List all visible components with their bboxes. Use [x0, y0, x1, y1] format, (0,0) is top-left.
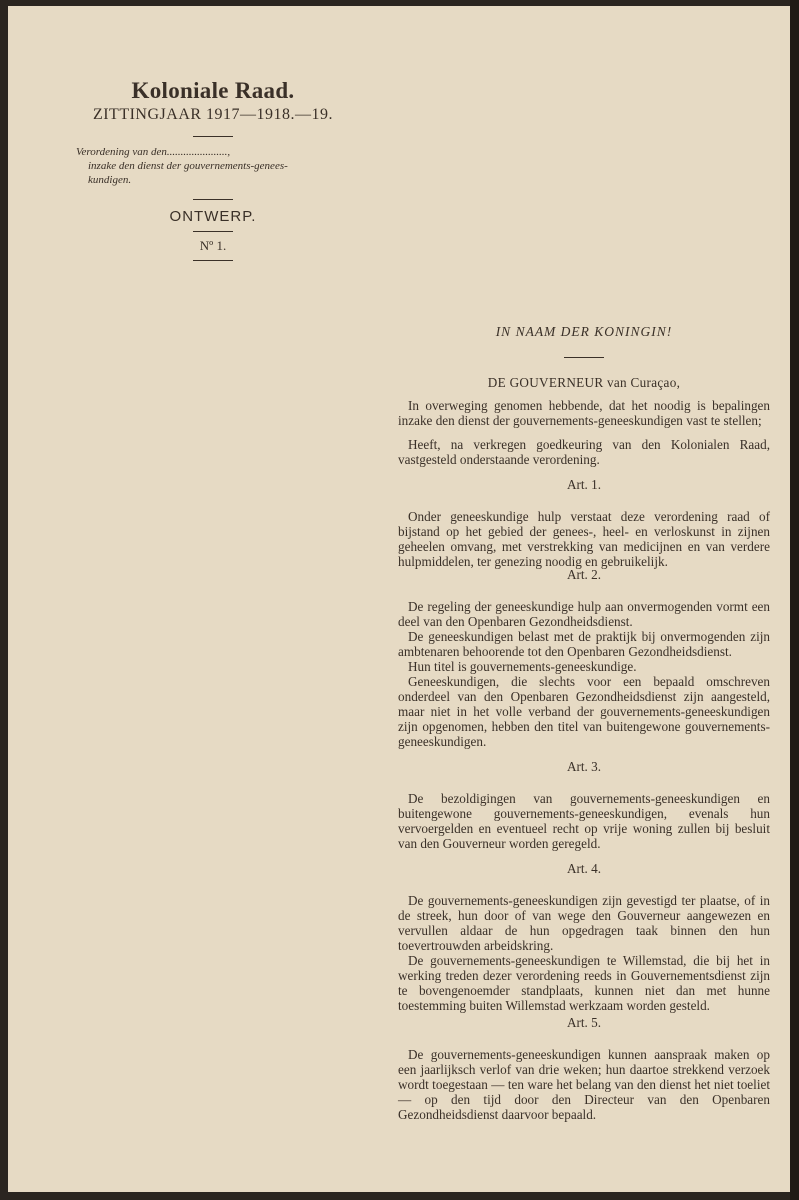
preamble-paragraph: In overweging genomen hebbende, dat het noodig is bepalingen inzake den dienst der gouvernements-geneeskundigen vast te stellen; [398, 398, 770, 428]
ordinance-body [398, 324, 770, 1122]
article-heading: Art. 1. [566, 477, 602, 492]
ordinance-subject [76, 145, 350, 187]
document-header [68, 78, 358, 269]
article-paragraph: De bezoldigingen van gouvernements-geneeskundigen en buitengewone gouvernements-geneeskundigen, evenals hun vervoergelden en eventueel recht op vrije woning zullen bij besluit van den Gouverneur worden geregeld. [398, 791, 770, 851]
divider [193, 136, 233, 137]
divider [193, 260, 233, 261]
divider [564, 357, 604, 358]
article-paragraph: De gouvernements-geneeskundigen zijn gevestigd ter plaatse, of in de streek, hun door of van wege den Gouverneur aangewezen en vervullen aldaar de hun opgedragen taak binnen den hun toevertrouwden arbeidskring. [398, 893, 770, 953]
document-number: Nº 1. [199, 238, 227, 253]
draft-label: ONTWERP. [169, 208, 257, 225]
governor-heading: DE GOUVERNEUR van Curaçao, [487, 375, 681, 390]
preamble-paragraph: Heeft, na verkregen goedkeuring van den Kolonialen Raad, vastgesteld onderstaande verordening. [398, 437, 770, 467]
document-page [8, 6, 790, 1192]
subject-line: Verordening van den......................, [76, 146, 231, 158]
subject-line: inzake den dienst der gouvernements-genees- [88, 160, 288, 172]
subject-line: kundigen. [88, 174, 132, 186]
article-paragraph: De gouvernements-geneeskundigen kunnen aanspraak maken op een jaarlijksch verlof van drie weken; hun daartoe strekkend verzoek wordt toegestaan — ten ware het belang van den dienst het niet toeliet — op den tijd door den Directeur van den Openbaren Gezondheidsdienst daarvoor bepaald. [398, 1047, 770, 1122]
article-paragraph: De gouvernements-geneeskundigen te Willemstad, die bij het in werking treden dezer verordening reeds in Gouvernementsdienst zijn te bovengenoemder standplaats, kunnen niet dan met hunne toestemming buiten Willemstad werkzaam worden gesteld. [398, 953, 770, 1013]
article-paragraph: Hun titel is gouvernements-geneeskundige. [408, 659, 637, 674]
session-year: ZITTINGJAAR 1917—1918.—19. [92, 106, 334, 123]
article-paragraph: Onder geneeskundige hulp verstaat deze verordening raad of bijstand op het gebied der genees-, heel- en verloskunst in zijnen geheelen omvang, met verstrekking van medicijnen en van verdere hulpmiddelen, ter genezing noodig en gebruikelijk. [398, 509, 770, 569]
article-heading: Art. 4. [566, 861, 602, 876]
article-heading: Art. 2. [566, 567, 602, 582]
divider [193, 231, 233, 232]
article-paragraph: De regeling der geneeskundige hulp aan onvermogenden vormt een deel van den Openbaren Gezondheidsdienst. [398, 599, 770, 629]
council-title: Koloniale Raad. [131, 78, 295, 103]
article-heading: Art. 5. [566, 1015, 602, 1030]
article-heading: Art. 3. [566, 759, 602, 774]
article-paragraph: De geneeskundigen belast met de praktijk bij onvermogenden zijn ambtenaren behoorende tot den Openbaren Gezondheidsdienst. [398, 629, 770, 659]
divider [193, 199, 233, 200]
article-paragraph: Geneeskundigen, die slechts voor een bepaald omschreven onderdeel van den Openbaren Gezondheidsdienst zijn aangesteld, maar niet in het volle verband der gouvernements-geneeskundigen zijn opgenomen, hebben den titel van buitengewone gouvernements-geneeskundigen. [398, 674, 770, 749]
invocation: IN NAAM DER KONINGIN! [495, 324, 673, 339]
scan-border [790, 0, 799, 1200]
